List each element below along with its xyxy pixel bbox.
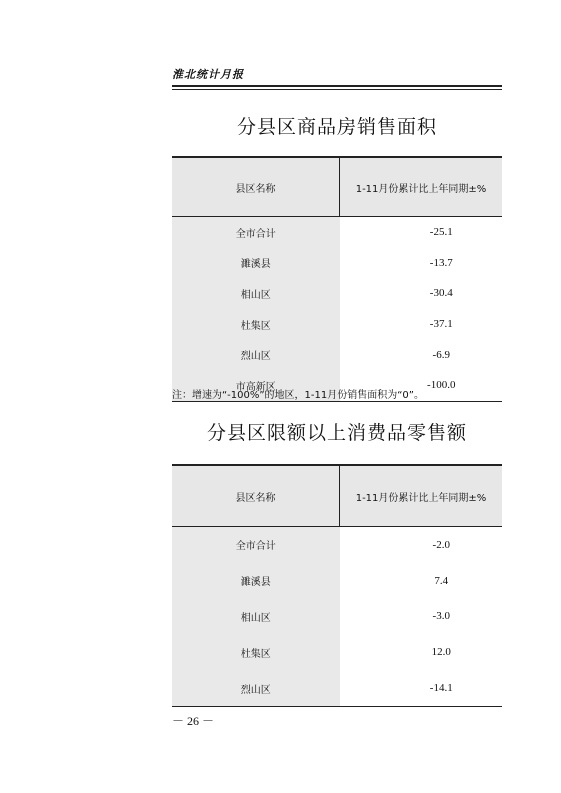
county-name: 烈山区 (172, 670, 340, 706)
column-header-county: 县区名称 (172, 465, 340, 527)
growth-value: 12.0 (431, 646, 451, 659)
table-row (172, 278, 502, 309)
table-row (172, 563, 502, 599)
header-rule-thin (172, 89, 502, 90)
retail-sales-table (172, 464, 502, 707)
table-row (172, 309, 502, 340)
county-name: 全市合计 (172, 527, 340, 563)
growth-value: 7.4 (434, 574, 449, 587)
county-name: 濉溪县 (172, 563, 340, 599)
table-row (172, 217, 502, 248)
column-header-county: 县区名称 (172, 157, 340, 217)
column-header-growth: 1-11月份累计比上年同期±% (340, 465, 503, 527)
column-header-growth: 1-11月份累计比上年同期±% (340, 157, 503, 217)
header-rule-thick (172, 85, 502, 87)
table-row (172, 670, 502, 706)
growth-value: -30.4 (429, 287, 453, 300)
growth-value: -3.0 (432, 610, 450, 623)
county-name: 相山区 (172, 278, 340, 309)
growth-value: -2.0 (432, 538, 450, 551)
report-header-title: 淮北统计月报 (172, 68, 244, 81)
table-row (172, 339, 502, 370)
growth-value: -100.0 (340, 370, 503, 401)
page-number: － 26 － (172, 714, 215, 728)
growth-value: -25.1 (429, 226, 453, 239)
county-name: 濉溪县 (172, 248, 340, 279)
table-footnote: 注：增速为“-100%”的地区，1-11月份销售面积为“0”。 (172, 390, 424, 401)
growth-value: -37.1 (429, 318, 453, 331)
growth-value: -14.1 (340, 670, 503, 706)
table-row (172, 599, 502, 635)
county-name: 杜集区 (172, 634, 340, 670)
table-header-row (172, 465, 502, 527)
county-name: 市高新区 (172, 370, 340, 401)
table-row (172, 634, 502, 670)
county-name: 杜集区 (172, 309, 340, 340)
table-row (172, 248, 502, 279)
county-name: 全市合计 (172, 217, 340, 248)
housing-sales-table (172, 156, 502, 402)
county-name: 烈山区 (172, 339, 340, 370)
table-row (172, 527, 502, 563)
section-title-retail-sales: 分县区限额以上消费品零售额 (206, 422, 467, 444)
section-title-housing-sales: 分县区商品房销售面积 (236, 116, 437, 138)
growth-value: -6.9 (432, 348, 450, 361)
county-name: 相山区 (172, 599, 340, 635)
growth-value: -13.7 (429, 256, 453, 269)
table-header-row (172, 157, 502, 217)
